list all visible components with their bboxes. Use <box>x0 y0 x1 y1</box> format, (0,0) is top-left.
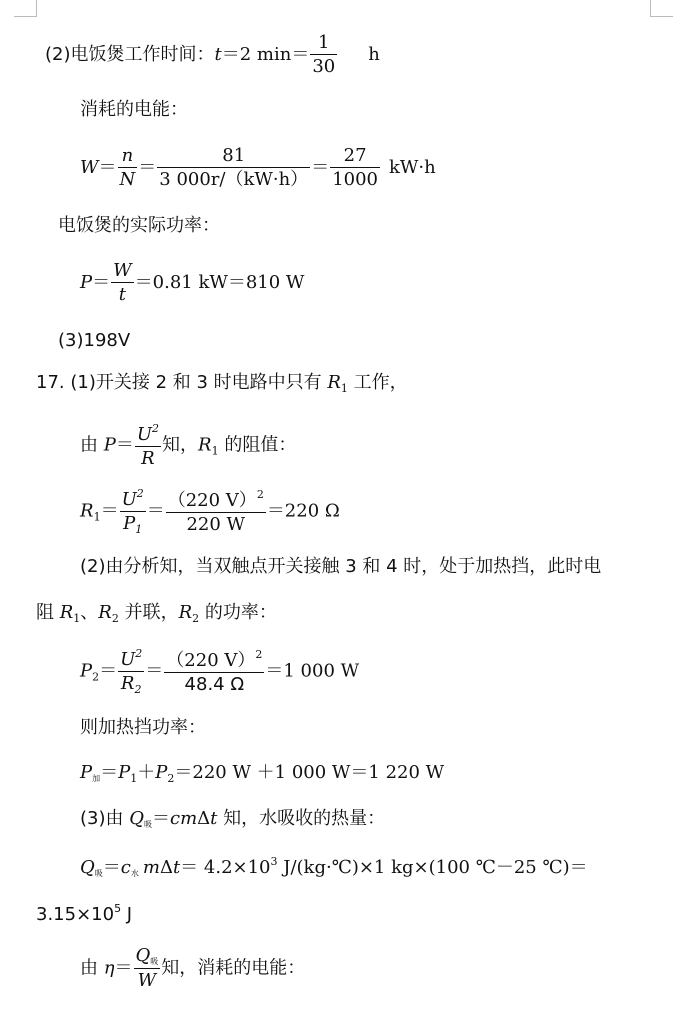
num <box>135 423 161 447</box>
analysis-line-1: (2)由分析知，当双触点开关接触 3 和 4 时，处于加热挡，此时电 <box>80 556 602 577</box>
text: 工作， <box>347 372 408 393</box>
eq: ＝ <box>138 157 157 178</box>
num <box>134 947 161 969</box>
text: (3)由 <box>80 808 130 829</box>
r1-equation <box>80 488 340 535</box>
text: 、 <box>80 602 99 623</box>
sub: 水 <box>130 869 139 878</box>
eq: ＝ <box>92 272 111 293</box>
page-corner-mark-right <box>650 0 673 17</box>
eq: ＝ <box>114 957 133 979</box>
sub: 1 <box>130 772 138 785</box>
resistance-formula-line <box>80 423 296 468</box>
var: R <box>327 372 341 393</box>
sup: 2 <box>256 488 264 501</box>
var: t <box>210 808 218 829</box>
heat-formula-line <box>80 810 385 829</box>
den: 220 W <box>186 514 246 535</box>
sub: 2 <box>111 612 119 625</box>
num: n <box>118 147 138 168</box>
delta: Δ <box>197 808 211 829</box>
heat-absorbed-equation <box>80 856 588 878</box>
fraction <box>330 147 380 189</box>
den: 3 000r/（kW·h） <box>159 169 309 190</box>
num <box>120 488 146 512</box>
sub: 1 <box>135 523 143 536</box>
text: 的阻值： <box>218 434 297 456</box>
power-label: 电饭煲的实际功率： <box>58 215 220 236</box>
question-17-line <box>36 374 408 394</box>
sub: 加 <box>92 774 101 783</box>
sup: 3 <box>270 855 278 868</box>
eq: ＝ <box>102 857 121 878</box>
fraction <box>118 648 144 695</box>
var: t <box>172 857 181 878</box>
var: U <box>120 649 136 670</box>
sub: 吸 <box>150 957 159 966</box>
rest: ＝220 Ω <box>266 500 340 522</box>
den: 1000 <box>332 169 378 190</box>
page-corner-mark-left <box>14 0 37 17</box>
delta: Δ <box>159 857 173 878</box>
efficiency-formula-line <box>80 947 305 990</box>
text: （220 V） <box>166 650 256 671</box>
sup: 2 <box>255 648 263 661</box>
working-time-line <box>45 34 380 76</box>
lhs: P <box>80 660 93 682</box>
fraction <box>157 147 310 189</box>
text: 的功率： <box>199 602 277 623</box>
var: U <box>121 489 137 510</box>
eq: ＝ <box>151 808 170 829</box>
var: P <box>155 762 168 783</box>
fraction <box>120 488 146 535</box>
text: 并联， <box>118 602 179 623</box>
var: Q <box>80 857 95 878</box>
label: (2)电饭煲工作时间： <box>45 44 215 65</box>
unit: kW·h <box>389 157 436 178</box>
var: U <box>136 424 153 445</box>
sub: 2 <box>134 683 142 696</box>
sub: 2 <box>167 772 175 785</box>
text: 17. (1)开关接 2 和 3 时电路中只有 <box>36 372 328 393</box>
num <box>118 648 144 672</box>
fraction <box>134 947 161 990</box>
var: P <box>103 434 116 456</box>
p-equation <box>80 262 304 304</box>
energy-label: 消耗的电能： <box>80 99 188 120</box>
num: 81 <box>157 147 310 168</box>
fraction <box>111 262 134 304</box>
var: Q <box>135 945 151 966</box>
sub: 1 <box>93 510 101 524</box>
sub: 2 <box>92 670 100 684</box>
text: 知，水吸收的热量： <box>217 808 386 829</box>
text: J/(kg·℃)×1 kg×(100 ℃－25 ℃)＝ <box>277 857 588 878</box>
den <box>118 672 144 695</box>
var: cm <box>169 808 198 829</box>
var: R <box>59 602 74 623</box>
fraction <box>310 34 337 76</box>
eq: ＝ <box>146 500 165 522</box>
den: t <box>118 284 126 305</box>
var: R <box>120 673 135 694</box>
lhs: R <box>80 500 94 522</box>
text: ＝ 4.2×10 <box>180 857 271 878</box>
text: （220 V） <box>167 490 257 511</box>
rest: ＝220 W ＋1 000 W＝1 220 W <box>174 762 445 783</box>
heat-result-line <box>36 903 132 924</box>
text: 知，消耗的电能： <box>161 957 306 979</box>
num: 1 <box>310 34 337 55</box>
sup: 5 <box>114 902 122 915</box>
var: P <box>80 762 93 783</box>
var: R <box>198 434 212 456</box>
sub: 1 <box>340 382 348 395</box>
num: W <box>113 260 132 281</box>
text: 阻 <box>36 602 60 623</box>
den: W <box>137 970 157 991</box>
plus: ＋ <box>137 762 156 783</box>
eq: ＝ <box>99 660 118 682</box>
lhs: W <box>80 157 99 178</box>
heating-power-equation <box>80 764 444 784</box>
text: J <box>121 904 133 925</box>
den <box>120 512 146 535</box>
var: P <box>123 513 136 534</box>
fraction <box>166 489 266 534</box>
sub: 吸 <box>143 820 152 829</box>
sup: 2 <box>152 422 160 435</box>
sub: 2 <box>192 612 200 625</box>
heat-power-label: 则加热挡功率： <box>80 717 206 738</box>
eq: ＝ <box>115 434 134 456</box>
var: t <box>214 44 222 65</box>
unit: h <box>368 44 380 65</box>
fraction <box>118 147 138 189</box>
eq: ＝2 min＝ <box>221 44 310 65</box>
den: N <box>119 169 136 190</box>
text: 3.15×10 <box>36 904 115 925</box>
sup: 2 <box>136 487 144 500</box>
var: c <box>120 857 131 878</box>
den: 30 <box>312 56 336 77</box>
part3-answer: (3)198V <box>58 330 131 351</box>
text: 由 <box>80 957 104 979</box>
var: m <box>142 857 160 878</box>
eq: ＝ <box>100 500 119 522</box>
sup: 2 <box>135 647 143 660</box>
lhs: P <box>80 272 93 293</box>
eq: ＝ <box>311 157 330 178</box>
p2-equation <box>80 648 359 695</box>
eq: ＝ <box>145 660 164 682</box>
num <box>164 649 264 673</box>
var: R <box>98 602 112 623</box>
w-equation <box>80 147 436 189</box>
text: 知， <box>162 434 199 456</box>
fraction <box>135 423 161 468</box>
sub: 1 <box>211 444 219 458</box>
rest: ＝1 000 W <box>265 660 360 682</box>
sub: 吸 <box>94 869 103 878</box>
num <box>166 489 266 513</box>
var: η <box>103 957 115 979</box>
eq: ＝ <box>100 762 119 783</box>
eq: ＝ <box>98 157 117 178</box>
var: R <box>178 602 193 623</box>
rest: ＝0.81 kW＝810 W <box>134 272 305 293</box>
sub: 1 <box>73 612 81 625</box>
analysis-line-2 <box>36 604 277 624</box>
num: 27 <box>330 147 380 168</box>
den: 48.4 Ω <box>184 674 245 695</box>
text: 由 <box>80 434 104 456</box>
var: Q <box>129 808 144 829</box>
den: R <box>141 448 155 469</box>
fraction <box>164 649 264 694</box>
var: P <box>118 762 131 783</box>
